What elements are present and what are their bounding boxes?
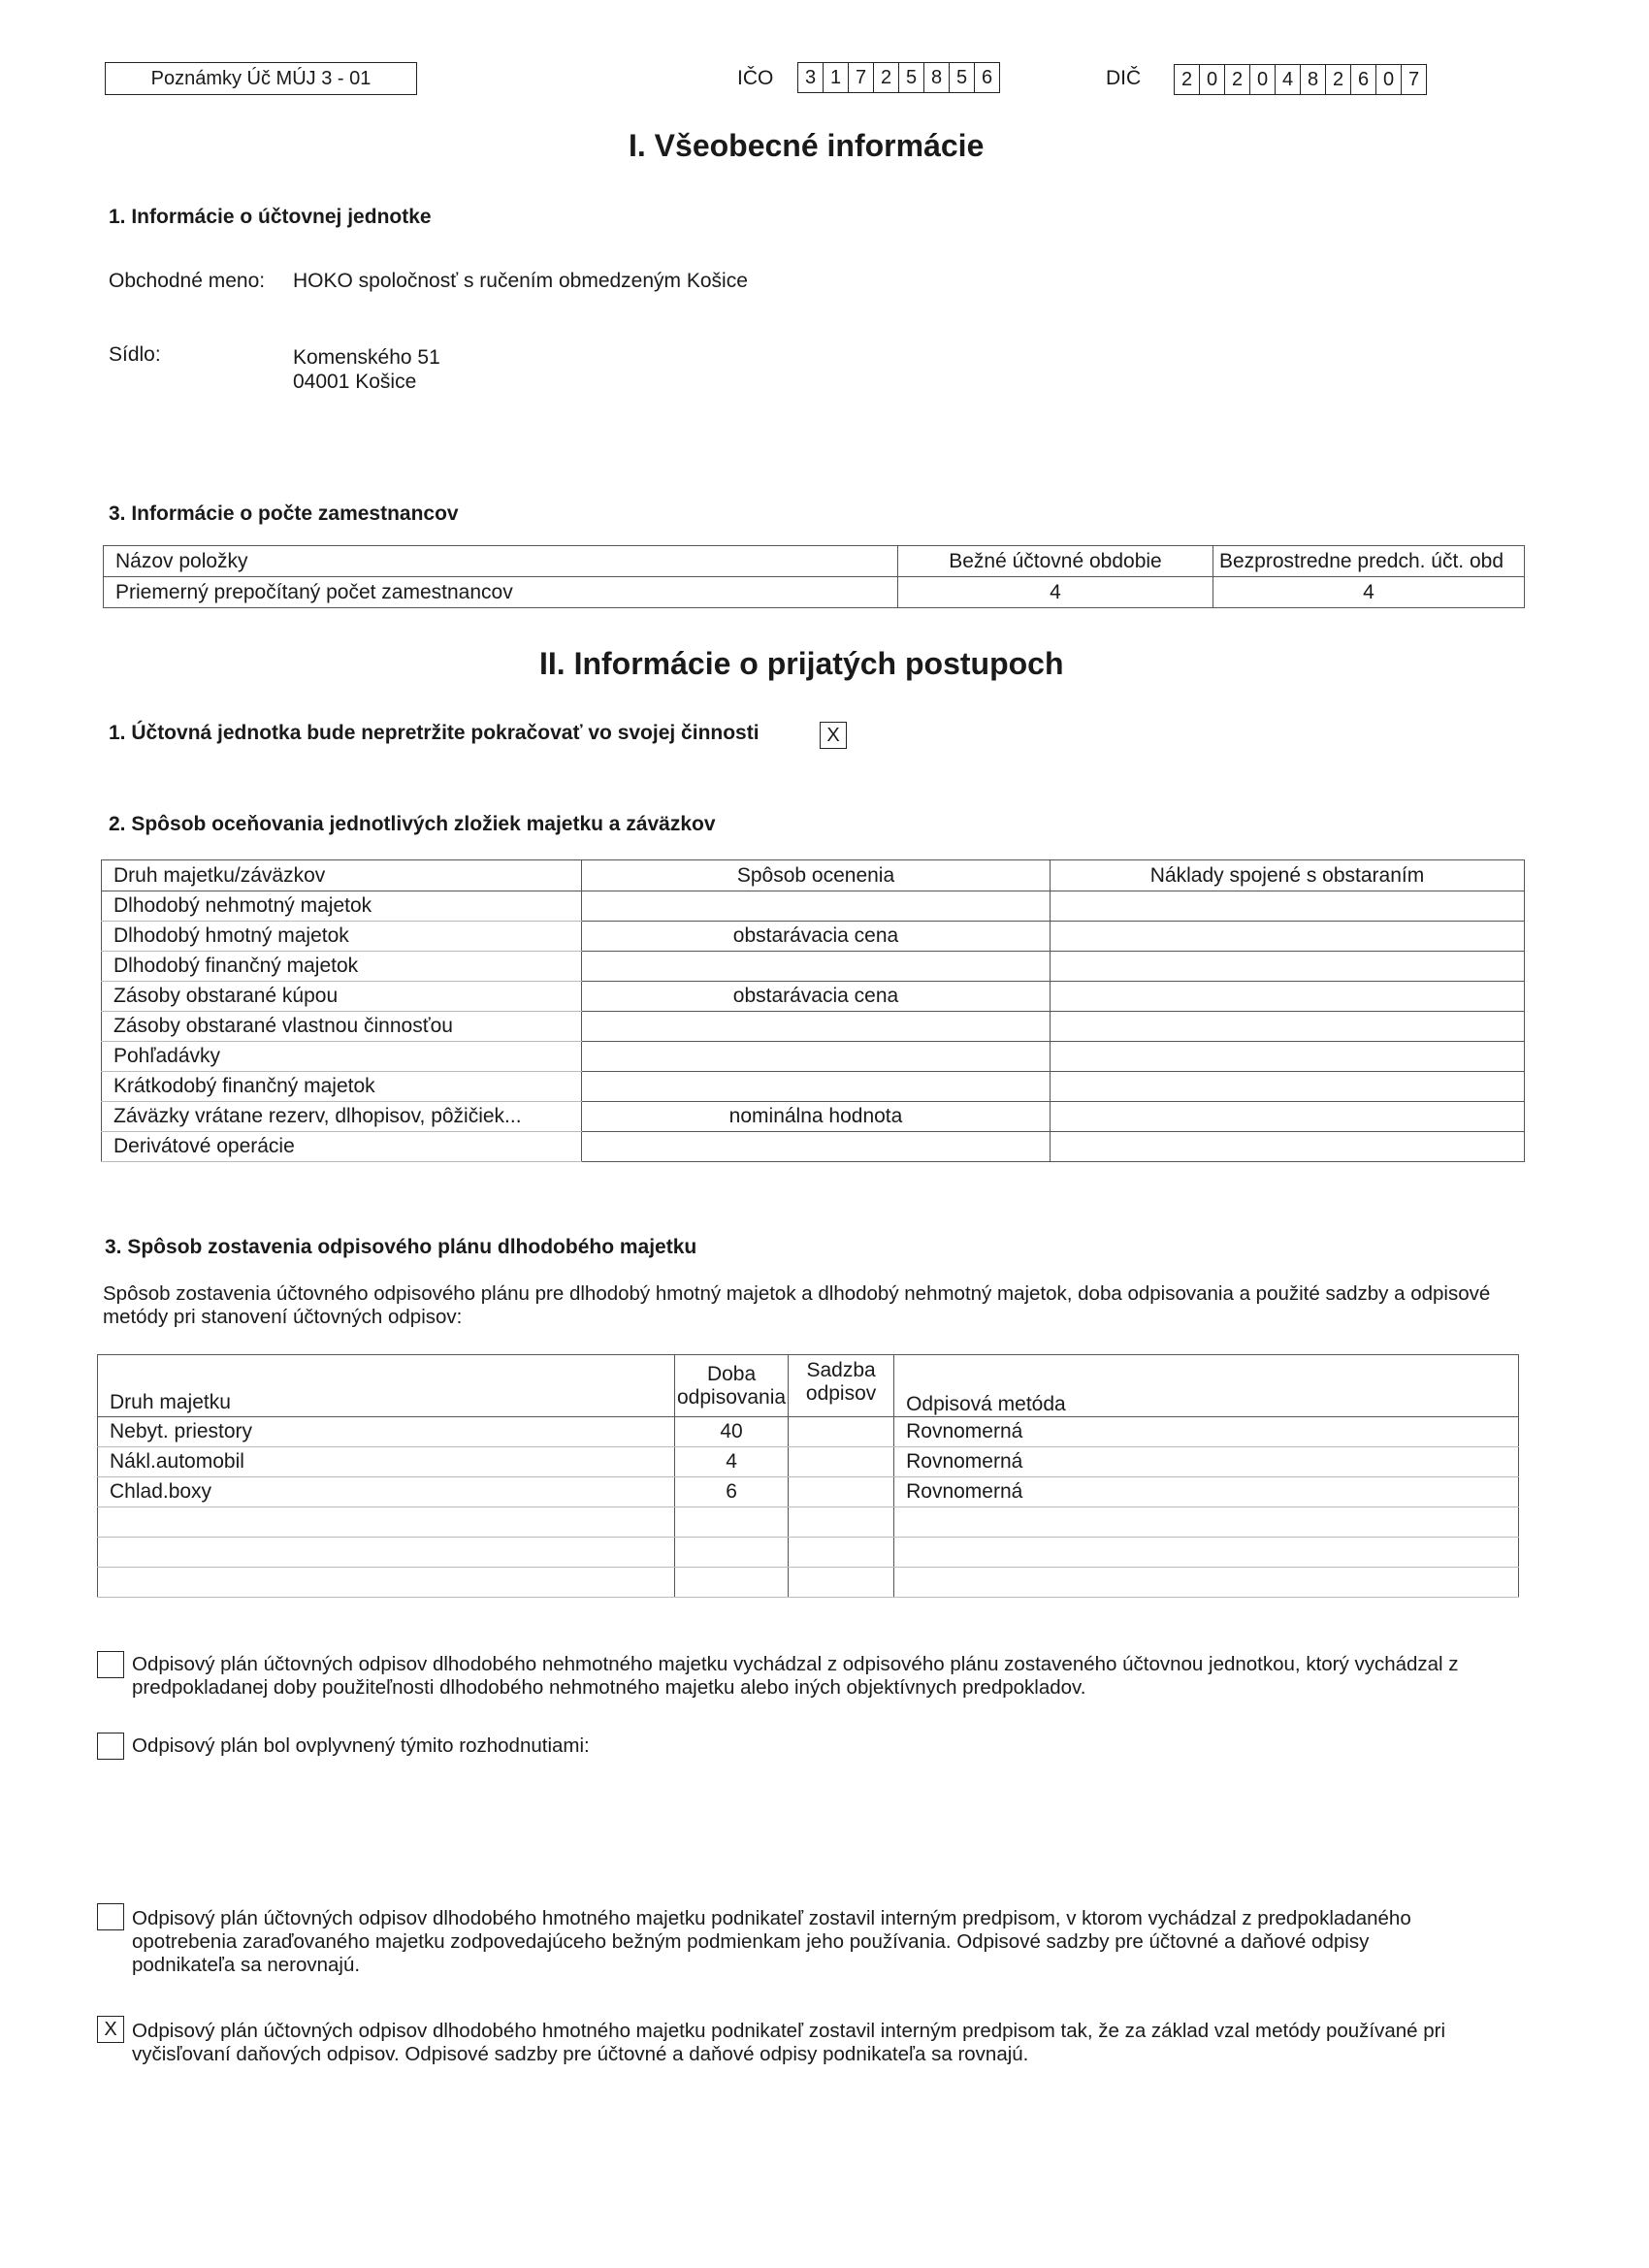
table-cell	[894, 1538, 1519, 1568]
business-name-value: HOKO spoločnosť s ručením obmedzeným Košice	[293, 270, 748, 292]
table-cell	[789, 1417, 894, 1447]
digit-cell: 2	[1326, 65, 1351, 94]
table-cell	[98, 1568, 675, 1598]
digit-cell: 2	[874, 63, 899, 92]
table-row	[102, 982, 1525, 1012]
digit-cell: 7	[1407, 69, 1420, 90]
option3-text: Odpisový plán účtovných odpisov dlhodobého hmotného majetku podnikateľ zostavil interným predpisom, v ktorom vychádzal z predpokladaného opotrebenia zaraďovaného majetku zodpovedajúceho bežným podmienkam jeho používania. Odpisové sadzby pre účtovné a daňové odpisy podnikateľa sa nerovnajú.	[132, 1907, 1411, 1976]
table-cell	[582, 1012, 1051, 1042]
table-row	[98, 1417, 1519, 1447]
digit-cell: 6	[981, 67, 993, 88]
table-header-cell: Bezprostredne predch. účt. obd	[1213, 546, 1525, 577]
table-cell: Rovnomerná	[894, 1417, 1519, 1447]
digit-cell: 0	[1376, 65, 1402, 94]
valuation-table	[101, 859, 1525, 1162]
table-cell	[894, 1568, 1519, 1598]
table-row	[98, 1355, 1519, 1417]
option2-text: Odpisový plán bol ovplyvnený týmito rozhodnutiami:	[132, 1734, 590, 1757]
digit-cell: 0	[1250, 65, 1276, 94]
table-cell: 6	[675, 1477, 789, 1507]
table-row	[98, 1477, 1519, 1507]
table-header-cell: Náklady spojené s obstaraním	[1051, 860, 1525, 891]
table-header-cell: Názov položky	[104, 546, 898, 577]
table-cell: Pohľadávky	[102, 1042, 582, 1072]
table-cell: Zásoby obstarané vlastnou činnosťou	[102, 1012, 582, 1042]
rate-header-line1: Sadzba	[806, 1359, 876, 1381]
option2-checkbox[interactable]	[97, 1733, 124, 1760]
table-cell	[789, 1477, 894, 1507]
table-row	[102, 952, 1525, 982]
table-cell: Nákl.automobil	[98, 1447, 675, 1477]
table-header-cell: Bežné účtovné obdobie	[898, 546, 1213, 577]
table-cell: Dlhodobý hmotný majetok	[102, 922, 582, 952]
table-cell	[1051, 1042, 1525, 1072]
ico-digits	[797, 62, 1000, 93]
table-cell	[582, 952, 1051, 982]
table-header-cell: Druh majetku/záväzkov	[102, 860, 582, 891]
table-row	[98, 1568, 1519, 1598]
form-code-box: Poznámky Úč MÚJ 3 - 01	[105, 62, 417, 95]
digit-cell: 4	[1276, 65, 1301, 94]
digit-cell: 5	[950, 63, 975, 92]
digit-cell: 8	[924, 63, 950, 92]
employees-table	[103, 545, 1525, 608]
table-cell	[1051, 1132, 1525, 1162]
ico-label: IČO	[737, 67, 774, 89]
table-cell: Rovnomerná	[894, 1447, 1519, 1477]
table-row	[102, 1102, 1525, 1132]
table-header-cell: Spôsob ocenenia	[582, 860, 1051, 891]
table-row	[98, 1447, 1519, 1477]
option1-text: Odpisový plán účtovných odpisov dlhodobého nehmotného majetku vychádzal z odpisového plánu zostaveného účtovnou jednotkou, ktorý vychádzal z predpokladanej doby použiteľnosti dlhodobého nehmotného majetku alebo iných objektívnych predpokladov.	[132, 1653, 1459, 1699]
table-cell: Derivátové operácie	[102, 1132, 582, 1162]
table-cell	[582, 891, 1051, 922]
table-row	[98, 1507, 1519, 1538]
table-cell: Dlhodobý finančný majetok	[102, 952, 582, 982]
digit-cell: 8	[1301, 65, 1326, 94]
table-header-cell	[675, 1355, 789, 1417]
table-cell: Priemerný prepočítaný počet zamestnancov	[104, 577, 898, 608]
table-cell	[789, 1507, 894, 1538]
table-row	[104, 546, 1525, 577]
table-cell	[1051, 982, 1525, 1012]
table-cell	[675, 1507, 789, 1538]
dic-label: DIČ	[1106, 67, 1142, 89]
table-row	[102, 922, 1525, 952]
table-header-cell	[789, 1355, 894, 1417]
depreciation-intro: Spôsob zostavenia účtovného odpisového plánu pre dlhodobý hmotný majetok a dlhodobý nehmotný majetok, doba odpisovania a použité sadzby a odpisové metódy pri stanovení účtovných odpisov:	[103, 1282, 1491, 1328]
table-cell	[789, 1568, 894, 1598]
digit-cell: 5	[899, 63, 924, 92]
table-cell: Nebyt. priestory	[98, 1417, 675, 1447]
continuity-heading: 1. Účtovná jednotka bude nepretržite pokračovať vo svojej činnosti	[109, 722, 760, 744]
table-row	[102, 1072, 1525, 1102]
table-cell: obstarávacia cena	[582, 982, 1051, 1012]
seat-city: 04001 Košice	[293, 371, 417, 393]
table-header-cell: Druh majetku	[98, 1355, 675, 1417]
table-row	[102, 891, 1525, 922]
continuity-checkbox[interactable]: X	[820, 722, 847, 749]
table-cell: Rovnomerná	[894, 1477, 1519, 1507]
digit-cell: 3	[798, 63, 824, 92]
table-cell: Krátkodobý finančný majetok	[102, 1072, 582, 1102]
table-row	[98, 1538, 1519, 1568]
business-name-label: Obchodné meno:	[109, 270, 266, 292]
valuation-heading: 2. Spôsob oceňovania jednotlivých zložiek majetku a záväzkov	[109, 813, 716, 835]
digit-cell: 6	[1351, 65, 1376, 94]
table-cell: 40	[675, 1417, 789, 1447]
dic-digits	[1174, 64, 1427, 95]
table-cell: 4	[1213, 577, 1525, 608]
employees-heading: 3. Informácie o počte zamestnancov	[109, 502, 459, 525]
table-cell: nominálna hodnota	[582, 1102, 1051, 1132]
table-cell	[675, 1568, 789, 1598]
option4-text: Odpisový plán účtovných odpisov dlhodobého hmotného majetku podnikateľ zostavil interným predpisom tak, že za základ vzal metódy používané pri vyčisľovaní daňových odpisov. Odpisové sadzby pre účtovné a daňové odpisy podnikateľa sa rovnajú.	[132, 2020, 1446, 2065]
table-row	[102, 1132, 1525, 1162]
table-row	[102, 860, 1525, 891]
table-row	[104, 577, 1525, 608]
table-cell	[675, 1538, 789, 1568]
table-cell	[582, 1132, 1051, 1162]
table-cell	[1051, 952, 1525, 982]
option3-checkbox[interactable]	[97, 1903, 124, 1930]
table-cell: Dlhodobý nehmotný majetok	[102, 891, 582, 922]
entity-info-heading: 1. Informácie o účtovnej jednotke	[109, 206, 432, 228]
option4-checkbox[interactable]: X	[97, 2016, 124, 2043]
table-cell: Zásoby obstarané kúpou	[102, 982, 582, 1012]
table-header-cell: Odpisová metóda	[894, 1355, 1519, 1417]
depreciation-table	[97, 1354, 1519, 1598]
table-row	[102, 1042, 1525, 1072]
seat-street: Komenského 51	[293, 346, 440, 369]
seat-label: Sídlo:	[109, 343, 161, 366]
section1-title: I. Všeobecné informácie	[629, 128, 985, 163]
table-cell: 4	[675, 1447, 789, 1477]
digit-cell: 2	[1175, 65, 1200, 94]
digit-cell: 1	[824, 63, 849, 92]
table-cell	[582, 1072, 1051, 1102]
section2-title: II. Informácie o prijatých postupoch	[539, 646, 1064, 681]
table-cell	[98, 1507, 675, 1538]
depreciation-heading: 3. Spôsob zostavenia odpisového plánu dlhodobého majetku	[105, 1236, 697, 1258]
table-cell	[1051, 922, 1525, 952]
digit-cell: 7	[849, 63, 874, 92]
table-cell	[789, 1538, 894, 1568]
table-cell: Záväzky vrátane rezerv, dlhopisov, pôžičiek...	[102, 1102, 582, 1132]
table-cell	[894, 1507, 1519, 1538]
table-cell	[98, 1538, 675, 1568]
rate-header-line2: odpisov	[805, 1382, 877, 1405]
table-cell	[1051, 891, 1525, 922]
table-cell	[1051, 1012, 1525, 1042]
table-cell	[1051, 1102, 1525, 1132]
digit-cell: 0	[1200, 65, 1225, 94]
period-header-line2: odpisovania	[677, 1385, 787, 1409]
table-cell	[1051, 1072, 1525, 1102]
table-cell	[789, 1447, 894, 1477]
table-cell: Chlad.boxy	[98, 1477, 675, 1507]
table-cell: 4	[898, 577, 1213, 608]
table-cell	[582, 1042, 1051, 1072]
table-cell: obstarávacia cena	[582, 922, 1051, 952]
table-row	[102, 1012, 1525, 1042]
period-header-line1: Doba	[706, 1362, 757, 1385]
option1-checkbox[interactable]	[97, 1651, 124, 1678]
digit-cell: 2	[1225, 65, 1250, 94]
